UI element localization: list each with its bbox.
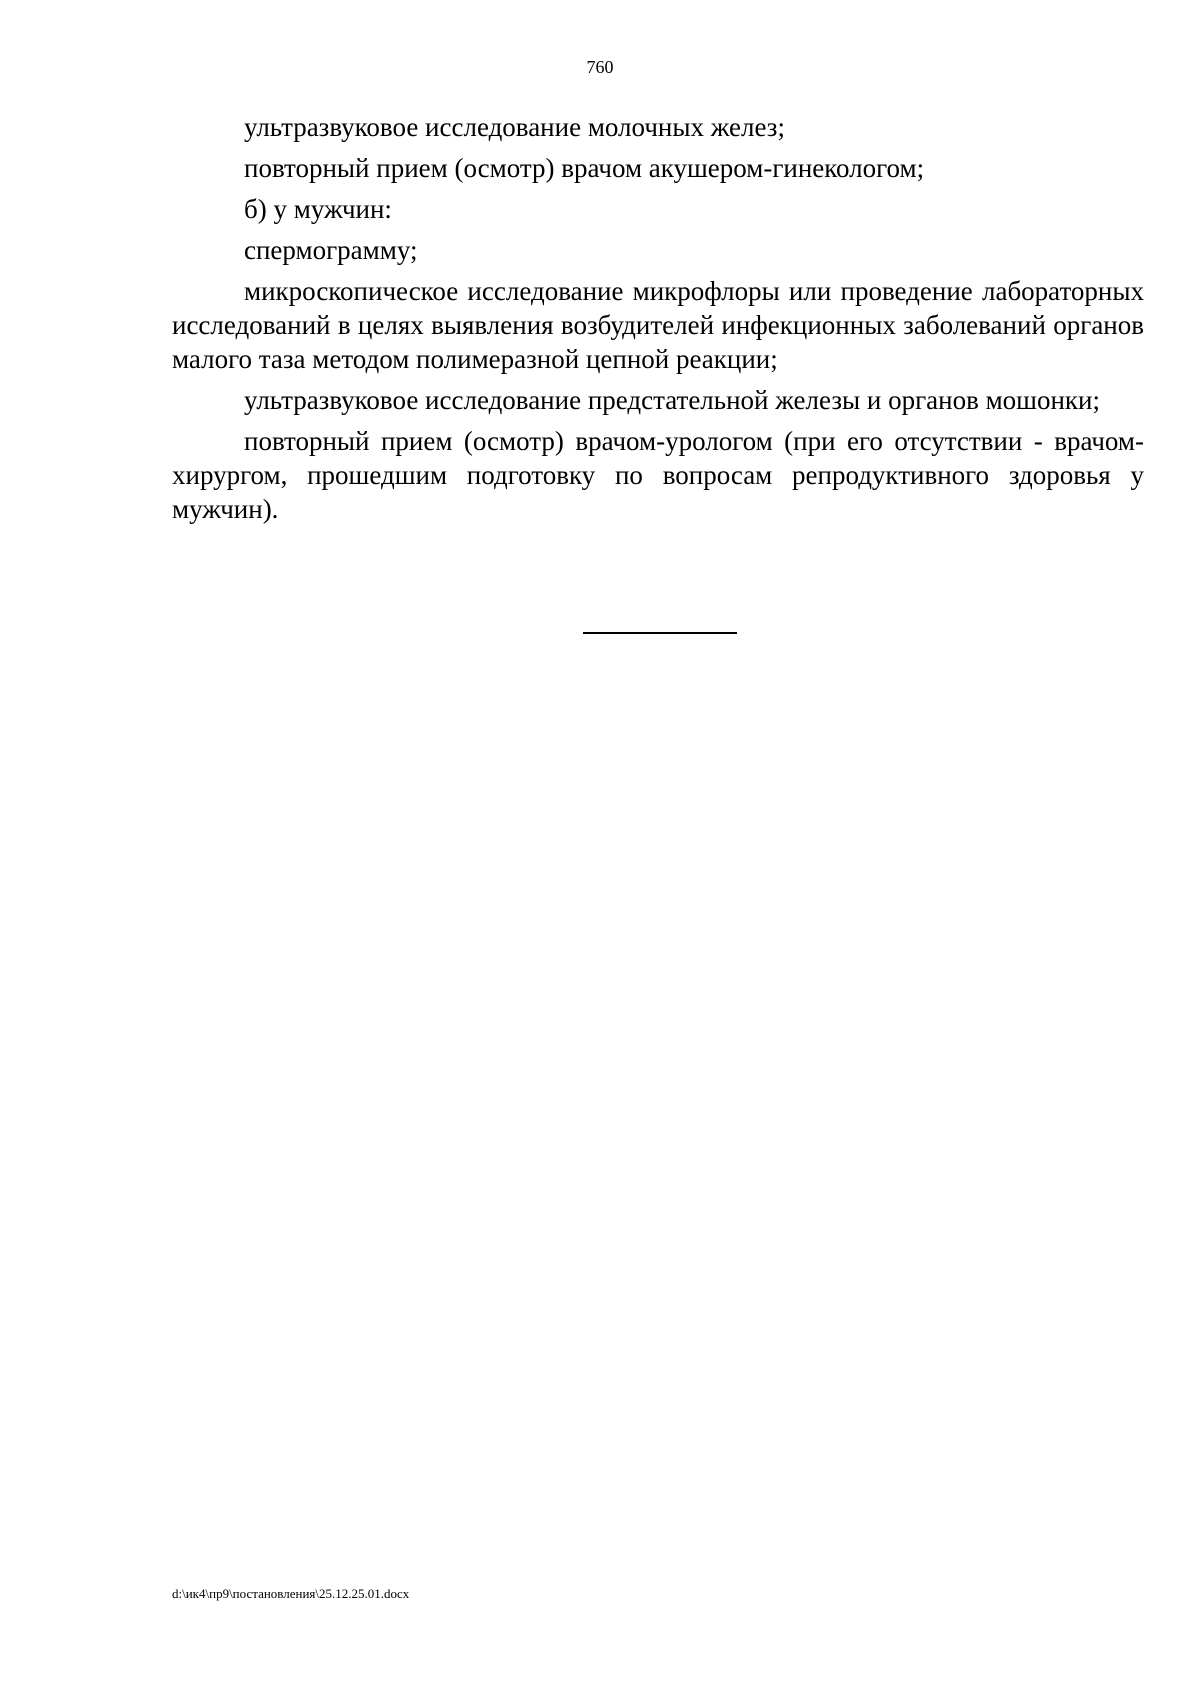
paragraph-spermogram: спермограмму;	[244, 235, 418, 265]
footer-file-path: d:\ик4\пр9\постановления\25.12.25.01.docx	[172, 1586, 410, 1601]
paragraph-breast-ultrasound: ультразвуковое исследование молочных желез;	[244, 112, 785, 142]
document-body	[172, 110, 1144, 533]
end-separator-line	[583, 632, 737, 634]
paragraph-urologist-visit: повторный прием (осмотр) врачом-урологом (при его отсутствии - врачом-хирургом, прошедшим подготовку по вопросам репродуктивного здоровья у мужчин).	[172, 426, 1144, 524]
paragraph-prostate-ultrasound: ультразвуковое исследование предстательной железы и органов мошонки;	[244, 385, 1100, 415]
paragraph-gynecologist-visit: повторный прием (осмотр) врачом акушером-гинекологом;	[244, 153, 925, 183]
paragraph-men-heading: б) у мужчин:	[244, 194, 392, 224]
page-number: 760	[586, 57, 614, 77]
paragraph-microflora-study: микроскопическое исследование микрофлоры или проведение лабораторных исследований в целях выявления возбудителей инфекционных заболеваний органов малого таза методом полимеразной цепной реакции;	[172, 276, 1144, 374]
